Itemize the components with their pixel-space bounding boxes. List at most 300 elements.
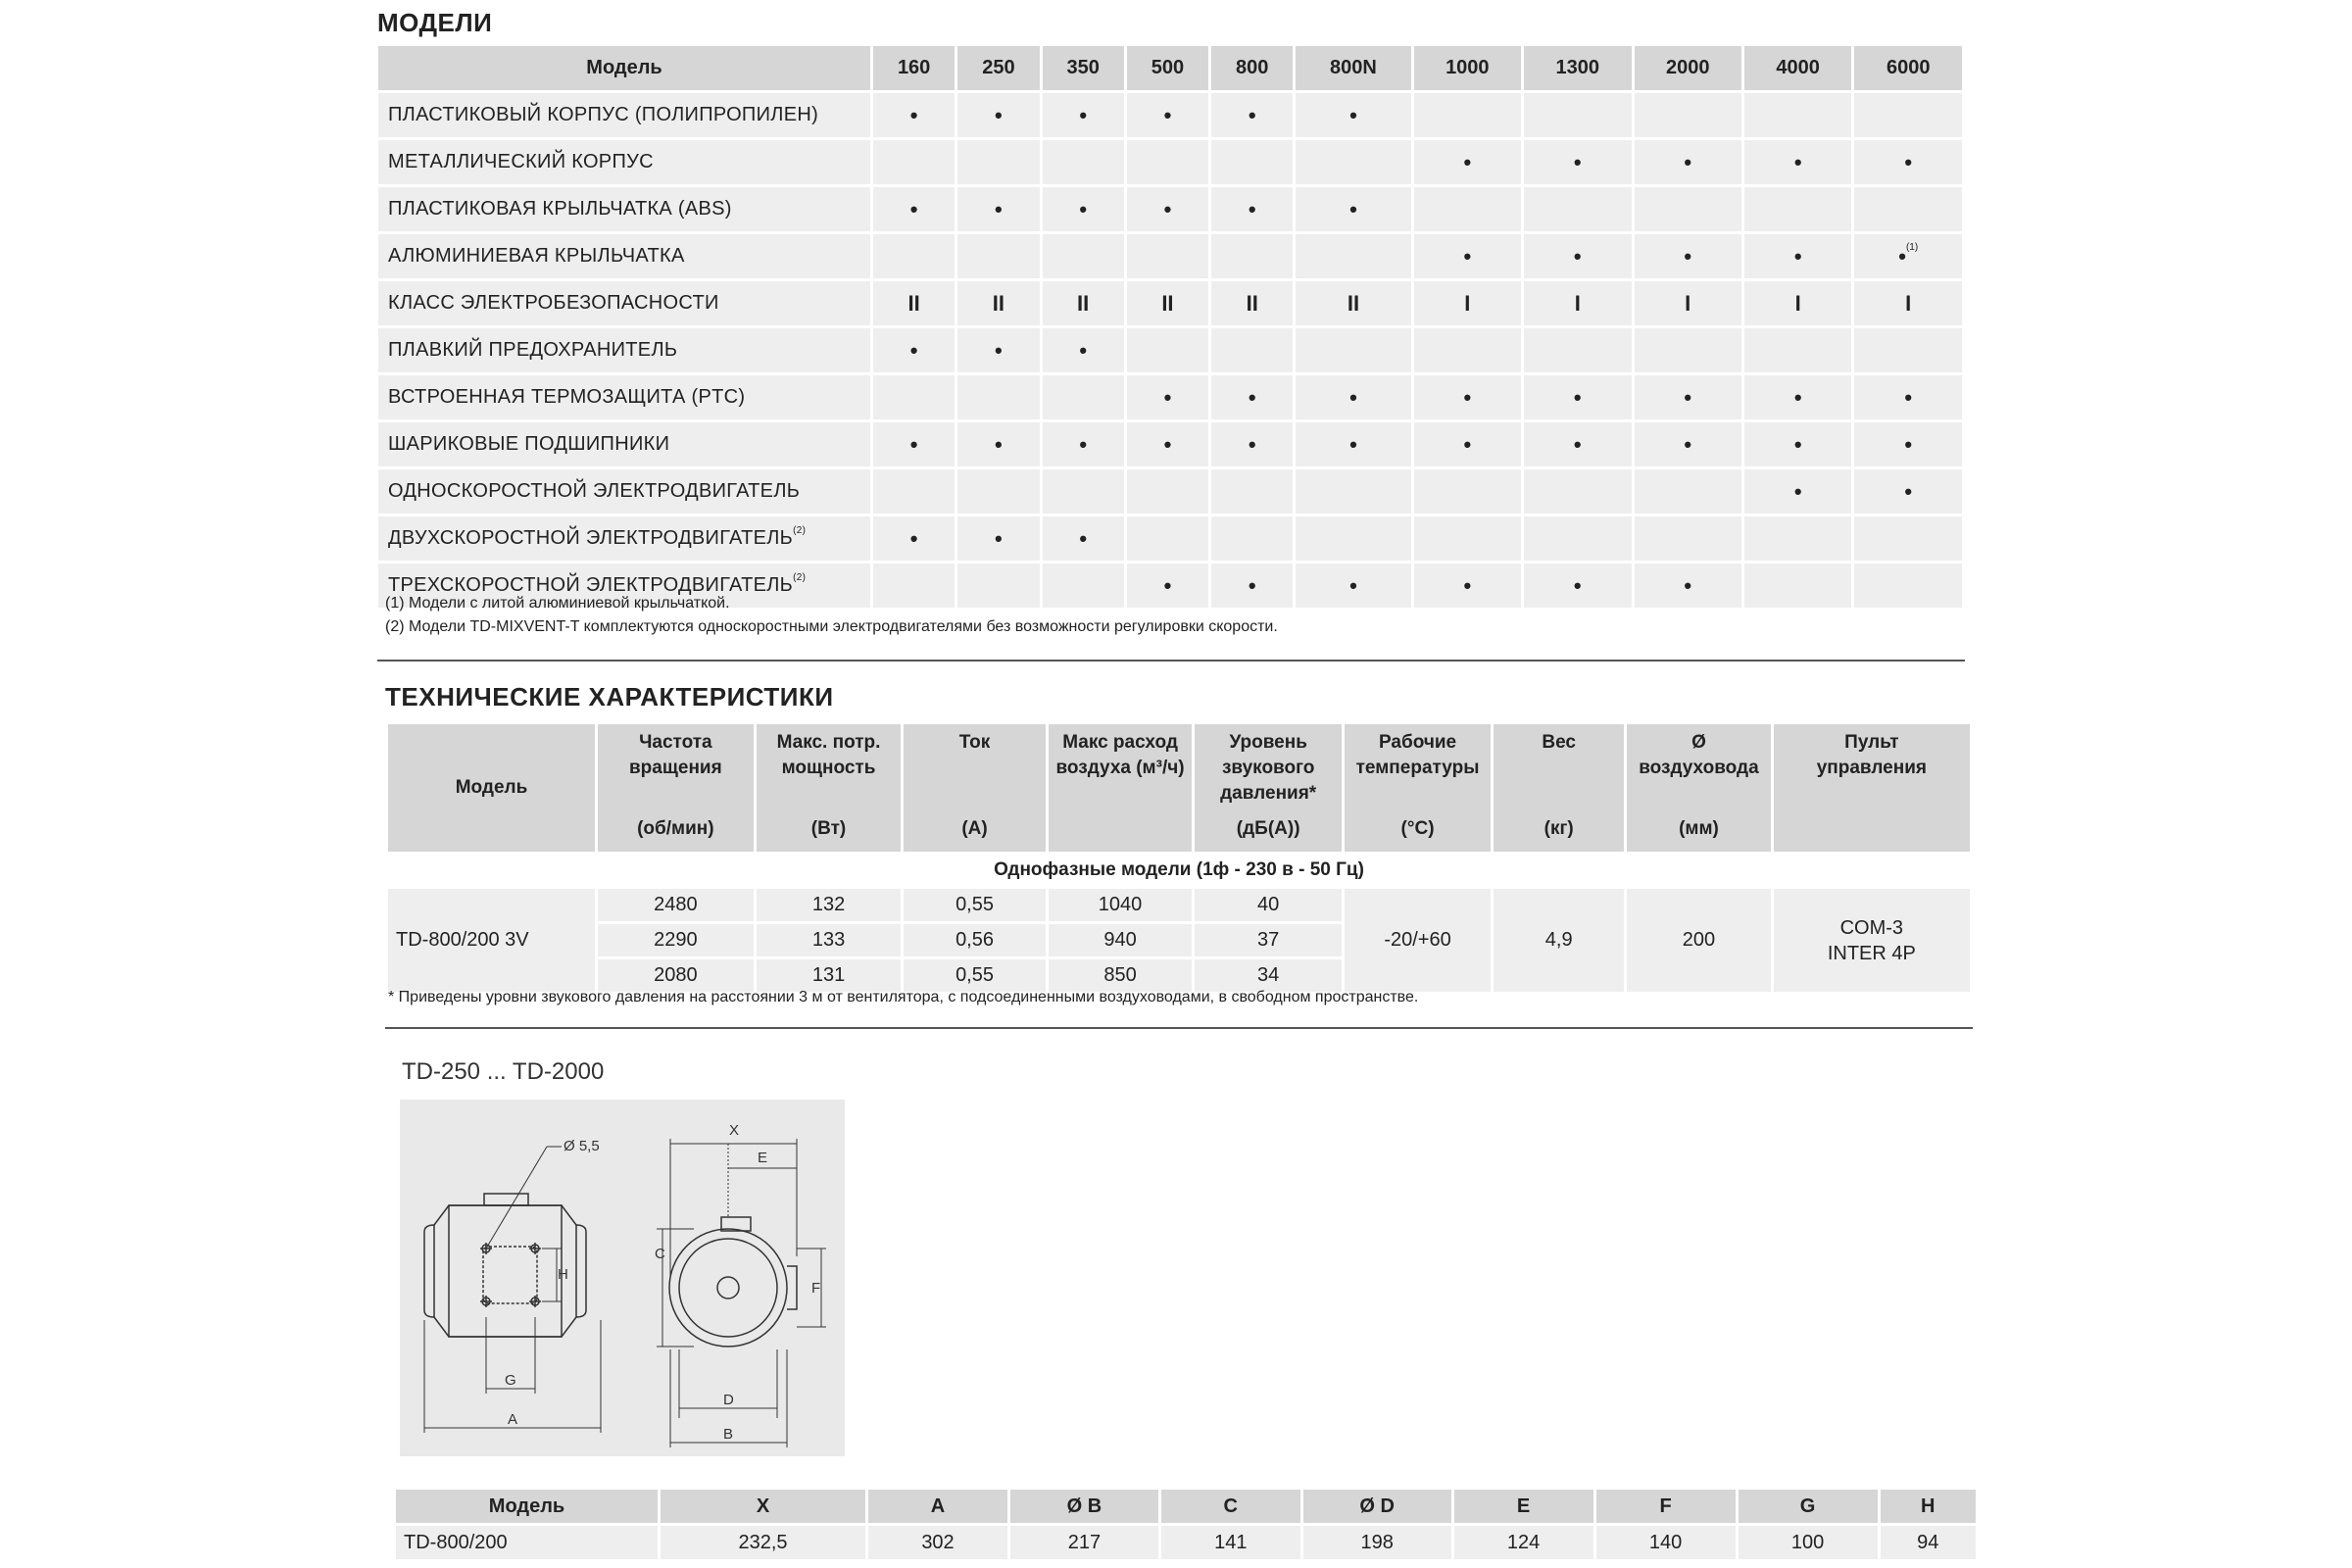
feature-value-text: • [1463, 572, 1472, 598]
feature-value [1744, 140, 1851, 184]
feature-value [1744, 375, 1851, 419]
feature-value [1127, 469, 1208, 514]
feature-value [873, 234, 955, 278]
feature-value [1296, 93, 1410, 137]
footnote-ref: (1) [1905, 241, 1919, 253]
models-header-350: 350 [1043, 46, 1124, 90]
tech-header-current [904, 724, 1045, 852]
models-body [378, 93, 1962, 608]
feature-value-text: • [1684, 431, 1692, 457]
tech-header-rpm-unit: (об/мин) [637, 818, 714, 839]
feature-value-text: • [1463, 243, 1472, 269]
dims-header-f: F [1596, 1490, 1736, 1523]
feature-value-text: • [909, 337, 918, 363]
feature-value [873, 469, 955, 514]
feature-value-text: • [1898, 243, 1906, 269]
feature-value [957, 469, 1039, 514]
table-row [378, 375, 1962, 419]
feature-value [1744, 564, 1851, 608]
dims-h: 94 [1881, 1526, 1976, 1559]
feature-value [1296, 187, 1410, 231]
feature-value-text: I [1464, 290, 1471, 316]
dims-header-a: A [868, 1490, 1007, 1523]
feature-label-text: ПЛАВКИЙ ПРЕДОХРАНИТЕЛЬ [388, 339, 678, 361]
tech-header-control [1774, 724, 1970, 852]
models-header-800: 800 [1211, 46, 1293, 90]
dims-d: 198 [1303, 1526, 1451, 1559]
tech-header-noise-label: Уровень звукового давления* [1220, 732, 1317, 804]
feature-label-text: ТРЕХСКОРОСТНОЙ ЭЛЕКТРОДВИГАТЕЛЬ [388, 574, 794, 596]
tech-header-noise [1195, 724, 1342, 852]
feature-value [1524, 140, 1631, 184]
feature-value [1414, 516, 1521, 561]
tech-header-model-label: Модель [455, 777, 528, 798]
footnote-ref: (2) [793, 572, 807, 583]
feature-value [1296, 564, 1410, 608]
models-header-model: Модель [378, 46, 870, 90]
feature-value [873, 93, 955, 137]
feature-value [1414, 375, 1521, 419]
tech-power-2: 133 [757, 924, 902, 956]
feature-value [1854, 93, 1962, 137]
feature-value-text: • [1904, 384, 1913, 410]
feature-value [1854, 516, 1962, 561]
tech-airflow-1: 1040 [1049, 889, 1193, 921]
feature-value [1127, 281, 1208, 325]
feature-value-text: • [1793, 243, 1802, 269]
label-c: C [655, 1246, 665, 1262]
feature-value [1296, 281, 1410, 325]
feature-value-text: • [1079, 525, 1088, 551]
dims-header-e: E [1454, 1490, 1593, 1523]
front-view [657, 1139, 826, 1447]
feature-value-text: I [1905, 290, 1912, 316]
feature-value [1043, 328, 1124, 372]
feature-value-text: • [909, 525, 918, 551]
feature-value [1524, 469, 1631, 514]
models-notes [385, 592, 1278, 639]
feature-value [1043, 375, 1124, 419]
feature-value [1211, 469, 1293, 514]
feature-value-text: • [1163, 431, 1172, 457]
dims-header-h: H [1881, 1490, 1976, 1523]
feature-value [1296, 328, 1410, 372]
feature-value [1635, 375, 1741, 419]
feature-value [1211, 375, 1293, 419]
tech-airflow-2: 940 [1049, 924, 1193, 956]
feature-value-text: • [1684, 243, 1692, 269]
feature-label [378, 234, 870, 278]
feature-value-text: • [1349, 431, 1357, 457]
feature-label-text: ПЛАСТИКОВЫЙ КОРПУС (ПОЛИПРОПИЛЕН) [388, 104, 819, 125]
feature-value-text: • [995, 525, 1003, 551]
dims-e: 124 [1454, 1526, 1593, 1559]
feature-value [1043, 281, 1124, 325]
feature-value-text: I [1685, 290, 1691, 316]
side-view [424, 1147, 601, 1433]
feature-value [1635, 469, 1741, 514]
dims-header-c: C [1161, 1490, 1300, 1523]
feature-value [1414, 140, 1521, 184]
tech-header-weight [1494, 724, 1624, 852]
feature-value-text: • [995, 337, 1003, 363]
table-row [378, 328, 1962, 372]
feature-value-text: • [1163, 384, 1172, 410]
tech-header-temp-label: Рабочие температуры [1355, 732, 1480, 778]
table-row [378, 281, 1962, 325]
feature-label-text: ДВУХСКОРОСТНОЙ ЭЛЕКТРОДВИГАТЕЛЬ [388, 527, 794, 549]
feature-value [1296, 469, 1410, 514]
dims-header-b: Ø B [1010, 1490, 1158, 1523]
feature-value [1127, 516, 1208, 561]
feature-value [1127, 234, 1208, 278]
feature-value [1744, 469, 1851, 514]
models-header-1300: 1300 [1524, 46, 1631, 90]
feature-value [873, 516, 955, 561]
feature-value-text: • [1904, 431, 1913, 457]
feature-value-text: • [1079, 337, 1088, 363]
tech-header-duct-label: Ø воздуховода [1639, 732, 1759, 778]
dims-b: 217 [1010, 1526, 1158, 1559]
label-e: E [758, 1150, 768, 1166]
feature-value-text: • [1349, 102, 1357, 127]
feature-value [1635, 187, 1741, 231]
feature-value [1854, 422, 1962, 466]
feature-value [1524, 422, 1631, 466]
feature-value [1211, 516, 1293, 561]
feature-value-text: • [1904, 478, 1913, 504]
tech-subheader-row [388, 855, 1970, 886]
feature-value-text: • [1463, 149, 1472, 174]
feature-value-text: II [1246, 290, 1258, 316]
feature-value [873, 422, 955, 466]
tech-header-rpm-label: Частота вращения [629, 732, 722, 778]
models-header-500: 500 [1127, 46, 1208, 90]
feature-value [1854, 469, 1962, 514]
dims-g: 100 [1739, 1526, 1878, 1559]
feature-label [378, 375, 870, 419]
feature-value [1043, 187, 1124, 231]
feature-value-text: • [1793, 149, 1802, 174]
feature-value [1296, 234, 1410, 278]
feature-value-text: • [1573, 243, 1582, 269]
feature-value [957, 328, 1039, 372]
feature-value [957, 140, 1039, 184]
table-row [378, 234, 1962, 278]
feature-value [1127, 187, 1208, 231]
feature-value [1635, 281, 1741, 325]
feature-label-text: ВСТРОЕННАЯ ТЕРМОЗАЩИТА (PTC) [388, 386, 746, 408]
feature-value [1296, 516, 1410, 561]
feature-value [1211, 422, 1293, 466]
feature-value [1744, 281, 1851, 325]
divider [377, 660, 1965, 662]
feature-value-text: • [1793, 431, 1802, 457]
feature-value [1524, 375, 1631, 419]
tech-rpm-3: 2080 [598, 959, 754, 992]
feature-value [1211, 281, 1293, 325]
models-header-250: 250 [957, 46, 1039, 90]
feature-label-text: ОДНОСКОРОСТНОЙ ЭЛЕКТРОДВИГАТЕЛЬ [388, 480, 801, 502]
feature-value-text: • [909, 196, 918, 221]
feature-label [378, 516, 870, 561]
feature-value [1127, 375, 1208, 419]
feature-label [378, 140, 870, 184]
models-header-6000: 6000 [1854, 46, 1962, 90]
feature-value [957, 281, 1039, 325]
feature-value [873, 187, 955, 231]
tech-header-weight-unit: (кг) [1544, 818, 1574, 839]
feature-value [1414, 328, 1521, 372]
diagram-title: TD-250 ... TD-2000 [402, 1058, 605, 1085]
feature-value-text: • [1573, 572, 1582, 598]
tech-header-model [388, 724, 595, 852]
fan-dimension-diagram [400, 1100, 845, 1456]
table-row [396, 1526, 1976, 1559]
feature-value [1296, 375, 1410, 419]
tech-subheader: Однофазные модели (1ф - 230 в - 50 Гц) [388, 855, 1970, 886]
feature-value [1524, 516, 1631, 561]
feature-value [1524, 93, 1631, 137]
feature-label [378, 422, 870, 466]
feature-label-text: КЛАСС ЭЛЕКТРОБЕЗОПАСНОСТИ [388, 292, 719, 314]
feature-value [1854, 234, 1962, 278]
models-header-4000: 4000 [1744, 46, 1851, 90]
feature-value [1414, 187, 1521, 231]
tech-header-power [757, 724, 902, 852]
feature-value-text: • [1793, 478, 1802, 504]
feature-value [873, 281, 955, 325]
tech-header-current-unit: (А) [961, 818, 988, 839]
label-a: A [508, 1411, 518, 1428]
tech-rpm-1: 2480 [598, 889, 754, 921]
feature-value-text: II [1077, 290, 1090, 316]
tech-header-control-label: Пульт управления [1816, 732, 1927, 778]
feature-value-text: • [1248, 102, 1256, 127]
models-table [375, 43, 1965, 611]
table-row [378, 516, 1962, 561]
feature-value [873, 328, 955, 372]
feature-value-text: • [995, 196, 1003, 221]
feature-label-text: АЛЮМИНИЕВАЯ КРЫЛЬЧАТКА [388, 245, 685, 267]
feature-value-text: • [995, 431, 1003, 457]
label-g: G [505, 1372, 516, 1389]
feature-value [1524, 328, 1631, 372]
tech-header-weight-label: Вес [1542, 732, 1576, 753]
tech-current-1: 0,55 [904, 889, 1045, 921]
divider [385, 1027, 1973, 1029]
feature-value-text: • [1248, 572, 1256, 598]
feature-value-text: • [1573, 149, 1582, 174]
fan-drawing [400, 1100, 845, 1456]
feature-value [1524, 234, 1631, 278]
feature-value-text: • [1904, 149, 1913, 174]
feature-value-text: • [1349, 572, 1357, 598]
feature-value [1127, 422, 1208, 466]
feature-value-text: • [1573, 384, 1582, 410]
feature-value [1211, 93, 1293, 137]
feature-label [378, 187, 870, 231]
label-h: H [558, 1266, 568, 1283]
feature-value [1854, 187, 1962, 231]
feature-value-text: • [1163, 572, 1172, 598]
tech-control-cell [1774, 889, 1970, 992]
feature-value [1744, 187, 1851, 231]
feature-value-text: • [1248, 196, 1256, 221]
label-x: X [729, 1122, 740, 1139]
tech-noise-2: 37 [1195, 924, 1342, 956]
models-header-160: 160 [873, 46, 955, 90]
tech-weight-cell: 4,9 [1494, 889, 1624, 992]
feature-value [1043, 234, 1124, 278]
dims-a: 302 [868, 1526, 1007, 1559]
feature-value [1854, 281, 1962, 325]
feature-label [378, 93, 870, 137]
feature-value [1127, 140, 1208, 184]
feature-value [1414, 281, 1521, 325]
tech-header-power-label: Макс. потр. мощность [776, 732, 881, 778]
feature-value [1043, 469, 1124, 514]
feature-label [378, 469, 870, 514]
feature-value [1127, 93, 1208, 137]
feature-value-text: I [1794, 290, 1801, 316]
feature-value [1854, 328, 1962, 372]
dims-c: 141 [1161, 1526, 1300, 1559]
feature-value [1043, 516, 1124, 561]
feature-value [1635, 328, 1741, 372]
feature-label [378, 281, 870, 325]
feature-value [1414, 93, 1521, 137]
tech-header-temp-unit: (°С) [1400, 818, 1435, 839]
feature-value [1414, 564, 1521, 608]
feature-label [378, 328, 870, 372]
tech-current-2: 0,56 [904, 924, 1045, 956]
label-d: D [723, 1392, 734, 1408]
feature-value [1211, 328, 1293, 372]
dims-header-model: Модель [396, 1490, 658, 1523]
feature-value [1296, 140, 1410, 184]
feature-value-text: II [1161, 290, 1174, 316]
tech-header-duct-unit: (мм) [1679, 818, 1719, 839]
feature-value [1211, 234, 1293, 278]
models-note-1: (1) Модели с литой алюминиевой крыльчаткой. [385, 595, 730, 612]
feature-value [957, 375, 1039, 419]
tech-temp-cell: -20/+60 [1345, 889, 1491, 992]
dims-f: 140 [1596, 1526, 1736, 1559]
feature-value [1296, 422, 1410, 466]
feature-value [957, 187, 1039, 231]
feature-value [1043, 140, 1124, 184]
feature-value-text: II [1347, 290, 1360, 316]
table-row [378, 469, 1962, 514]
feature-value [1744, 234, 1851, 278]
feature-value [1635, 234, 1741, 278]
tech-section-title: ТЕХНИЧЕСКИЕ ХАРАКТЕРИСТИКИ [385, 682, 834, 711]
feature-value [1211, 140, 1293, 184]
tech-note: * Приведены уровни звукового давления на расстоянии 3 м от вентилятора, с подсоединенными воздуховодами, в свободном пространстве. [388, 989, 1419, 1005]
table-row [388, 889, 1970, 921]
feature-value [1854, 564, 1962, 608]
feature-value-text: • [1349, 196, 1357, 221]
feature-value [1414, 469, 1521, 514]
feature-value-text: • [1573, 431, 1582, 457]
feature-value-text: • [1463, 384, 1472, 410]
feature-value [1127, 328, 1208, 372]
dims-header-x: X [661, 1490, 865, 1523]
feature-value-text: I [1574, 290, 1581, 316]
feature-value-text: • [1079, 431, 1088, 457]
feature-value [1854, 140, 1962, 184]
table-row [378, 93, 1962, 137]
tech-model-cell: TD-800/200 3V [388, 889, 595, 992]
dims-header-d: Ø D [1303, 1490, 1451, 1523]
footnote-ref: (2) [793, 525, 807, 536]
feature-value [1744, 328, 1851, 372]
table-row [378, 140, 1962, 184]
feature-value [1635, 93, 1741, 137]
tech-control-line-2: INTER 4P [1827, 942, 1916, 964]
models-note-2: (2) Модели TD-MIXVENT-T комплектуются односкоростными электродвигателями без возможности регулировки скорости. [385, 618, 1278, 635]
feature-value [1524, 281, 1631, 325]
feature-value-text: • [1163, 196, 1172, 221]
feature-value [1635, 422, 1741, 466]
models-header-800n: 800N [1296, 46, 1410, 90]
dims-header-row [396, 1490, 1976, 1523]
feature-value [1524, 187, 1631, 231]
feature-label-text: МЕТАЛЛИЧЕСКИЙ КОРПУС [388, 151, 654, 172]
dimensions-table [393, 1487, 1979, 1562]
feature-value-text: • [1684, 149, 1692, 174]
feature-value [1744, 422, 1851, 466]
models-header-1000: 1000 [1414, 46, 1521, 90]
tech-header-airflow [1049, 724, 1193, 852]
label-hole: Ø 5,5 [564, 1138, 600, 1154]
feature-value-text: • [1079, 102, 1088, 127]
dims-model: TD-800/200 [396, 1526, 658, 1559]
feature-label-text: ШАРИКОВЫЕ ПОДШИПНИКИ [388, 433, 670, 455]
feature-label-text: ПЛАСТИКОВАЯ КРЫЛЬЧАТКА (ABS) [388, 198, 732, 220]
models-header-2000: 2000 [1635, 46, 1741, 90]
feature-value [1744, 516, 1851, 561]
tech-rpm-2: 2290 [598, 924, 754, 956]
feature-value [957, 516, 1039, 561]
feature-value [957, 93, 1039, 137]
feature-value-text: • [909, 102, 918, 127]
tech-power-1: 132 [757, 889, 902, 921]
feature-value [1043, 422, 1124, 466]
feature-value [1635, 516, 1741, 561]
dims-x: 232,5 [661, 1526, 865, 1559]
tech-table [385, 721, 1973, 995]
feature-value [1043, 93, 1124, 137]
feature-value-text: • [1349, 384, 1357, 410]
tech-noise-1: 40 [1195, 889, 1342, 921]
tech-power-3: 131 [757, 959, 902, 992]
models-section-title: МОДЕЛИ [377, 8, 493, 37]
label-b: B [723, 1426, 734, 1443]
feature-value-text: • [1684, 572, 1692, 598]
tech-header-power-unit: (Вт) [810, 818, 847, 839]
tech-header-airflow-label: Макс расход воздуха (м³/ч) [1055, 732, 1185, 778]
feature-value [1635, 140, 1741, 184]
feature-value [1414, 422, 1521, 466]
feature-value-text: • [909, 431, 918, 457]
models-header-row [378, 46, 1962, 90]
tech-header-duct [1627, 724, 1770, 852]
feature-value-text: II [992, 290, 1005, 316]
label-f: F [811, 1280, 821, 1297]
tech-duct-cell: 200 [1627, 889, 1770, 992]
